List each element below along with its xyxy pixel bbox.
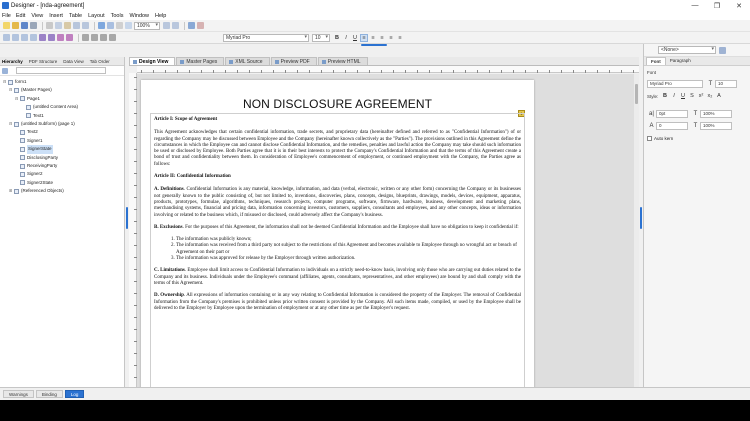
vertical-ruler (129, 73, 137, 387)
tree-toggle-icon[interactable]: ⊟ (9, 87, 13, 93)
redo-icon[interactable] (82, 22, 89, 29)
exclusions-list (154, 237, 521, 262)
tree-node-icon (20, 172, 25, 177)
style-buttons-row (644, 90, 750, 102)
tree-node-icon (20, 96, 25, 101)
send-back-icon[interactable] (66, 34, 73, 41)
group-icon[interactable] (39, 34, 46, 41)
tree-node-icon (20, 180, 25, 185)
scrollbar-thumb[interactable] (635, 84, 638, 104)
bold-button[interactable]: B (335, 34, 339, 41)
document-page[interactable] (141, 80, 534, 387)
tree-node-label: (untitled Content Area) (33, 104, 79, 110)
justify-all-icon[interactable]: ≡ (398, 34, 402, 41)
ruler-tick (609, 70, 610, 73)
tree-node-icon (26, 113, 31, 118)
ruler-tick (345, 70, 346, 73)
close-button[interactable]: ✕ (736, 2, 742, 10)
section-b-label: B. Exclusions (154, 224, 183, 230)
tab-paragraph[interactable]: Paragraph (669, 58, 691, 63)
ruler-tick (573, 70, 574, 73)
section-c-body: . Employee shall limit access to Confidential Information to individuals on a strictly need-to-know basis, involving only those who are carrying out duties related to the Company and its business. Individuals under the Employee's command (affiliates, agents, consultants, representatives, and other employees) are bound by and shall comply with the terms of this Agreement. (154, 268, 521, 286)
tree-node[interactable] (0, 86, 124, 94)
tree-node-icon (20, 155, 25, 160)
ruler-tick (153, 70, 154, 73)
menu-tools[interactable]: Tools (110, 12, 124, 19)
tree-node-icon (20, 147, 25, 152)
list-item: 2. The information was received from a third party not subject to the restrictions of this Agreement and becomes available to Employee through no wrongful act or breach of Agreement on their part or (176, 243, 521, 256)
ruler-tick (297, 70, 298, 73)
search-icon[interactable] (2, 68, 8, 74)
minimize-button[interactable]: — (691, 2, 699, 9)
style-options-icon[interactable] (719, 47, 726, 54)
ruler-tick (201, 70, 202, 73)
tree-node-icon (20, 138, 25, 143)
page-marker-icon[interactable]: 1 (518, 110, 525, 117)
baseline-shift-icon: A (649, 123, 654, 129)
section-a (154, 187, 521, 218)
section-d-label: D. Ownership (154, 293, 184, 299)
scale-field[interactable]: 0pt (656, 110, 688, 118)
ruler-tick (309, 70, 310, 73)
tab-log[interactable]: Log (65, 390, 85, 398)
ruler-tick (249, 70, 250, 73)
guides-icon[interactable] (116, 22, 123, 29)
new-icon[interactable] (3, 22, 10, 29)
toolbar-separator (42, 22, 43, 30)
menu-view[interactable]: View (31, 12, 44, 19)
tree-node[interactable] (0, 145, 124, 153)
paste-icon[interactable] (64, 22, 71, 29)
ruler-tick (537, 70, 538, 73)
toolbar-resize-handle[interactable] (361, 44, 387, 46)
justify-icon[interactable]: ≡ (389, 34, 393, 41)
font-color-icon[interactable]: A (717, 93, 721, 99)
spacing-field[interactable]: 100% (700, 110, 732, 118)
table-icon[interactable] (109, 34, 116, 41)
tree-node-label: DisclosingParty (27, 154, 59, 160)
horizontal-scale-icon: T (693, 111, 698, 117)
ruler-tick (393, 70, 394, 73)
align-right-icon[interactable]: ≡ (380, 34, 384, 41)
tab-hierarchy[interactable]: Hierarchy (2, 58, 23, 64)
list-item: 3. The information was approved for release by the Employer through written authorization. (176, 256, 521, 262)
ruler-tick (189, 70, 190, 73)
ruler-tick (465, 70, 466, 73)
ruler-tick (237, 70, 238, 73)
superscript-icon[interactable]: x² (698, 93, 704, 99)
tree-node[interactable] (0, 128, 124, 136)
ruler-tick (633, 70, 634, 73)
tree-node[interactable] (0, 78, 124, 86)
open-icon[interactable] (12, 22, 19, 29)
ruler-tick (453, 70, 454, 73)
ruler-tick (381, 70, 382, 73)
ruler-tick (141, 70, 142, 73)
horizontal-ruler (137, 66, 639, 73)
tree-node-label: Signer2 (27, 171, 43, 177)
menu-table[interactable]: Table (68, 12, 83, 19)
window-title: Designer - [nda-agreement] (11, 2, 85, 9)
tree-node-icon (14, 88, 19, 93)
letterbox-bar (0, 400, 750, 421)
ruler-tick (417, 70, 418, 73)
font-size-field[interactable]: 10 (715, 80, 737, 88)
hierarchy-search (0, 66, 124, 76)
italic-button[interactable]: I (345, 34, 347, 41)
style-label: Style: (647, 93, 659, 99)
align-left-icon[interactable]: ≡ (360, 34, 368, 42)
ruler-tick (213, 70, 214, 73)
design-canvas[interactable] (137, 74, 634, 387)
tab-preview-html[interactable]: Preview HTML (318, 57, 368, 65)
font-heading-row (644, 66, 750, 78)
toolbar-separator (78, 34, 79, 42)
palette-bold-button[interactable]: B (663, 93, 667, 99)
tree-node-label: (untitled Subform) (page 1) (21, 120, 75, 126)
ruler-tick (489, 70, 490, 73)
tree-node-label: Text2 (27, 129, 38, 135)
tree-node[interactable] (0, 187, 124, 195)
report-tabs (0, 387, 750, 400)
ruler-tick (357, 70, 358, 73)
section-c (154, 268, 521, 287)
menu-layout[interactable]: Layout (88, 12, 105, 19)
menu-help[interactable]: Help (155, 12, 167, 19)
tree-node-label: Signer1 (27, 137, 43, 143)
section-d-body: . All expressions of information containing or in any way relating to Confidential Information is considered the property of the Employer. The removal of Confidential Information from the Company's premises is prohibited unless prior written consent is provided by the Company. All such items made, compiled, or used by the Employee shall be delivered to the Employer by Employee upon the termination of employment or at any other time as per the Employer's request. (154, 293, 521, 311)
tab-tab-order[interactable]: Tab Order (89, 58, 110, 64)
menu-bar (0, 11, 750, 20)
ruler-tick (429, 70, 430, 73)
title-bar (0, 0, 750, 11)
print-icon[interactable] (30, 22, 37, 29)
ruler-tick (621, 70, 622, 73)
tree-node[interactable] (0, 103, 124, 111)
tree-node-label: (Referenced Objects) (21, 188, 64, 194)
toolbar-separator (94, 22, 95, 30)
section-d (154, 293, 521, 312)
baseline-row (644, 120, 750, 132)
scale-row (644, 108, 750, 120)
tree-node-label: Signer2State (27, 179, 54, 185)
ruler-tick (177, 70, 178, 73)
right-splitter-grip[interactable] (640, 207, 642, 229)
font-label: Font (647, 69, 657, 75)
zoom-icon[interactable] (125, 22, 132, 29)
tree-node[interactable] (0, 162, 124, 170)
tree-node[interactable] (0, 112, 124, 120)
style-combo[interactable]: <None> ▾ (658, 46, 716, 54)
menu-edit[interactable]: Edit (15, 12, 26, 19)
hierarchy-tabs (0, 57, 124, 66)
agreement-text-field[interactable] (150, 113, 525, 387)
ruler-icon[interactable] (107, 22, 114, 29)
section-c-label: C. Limitations (154, 268, 185, 274)
align-top-object-icon[interactable] (21, 34, 28, 41)
ruler-tick (321, 70, 322, 73)
menu-window[interactable]: Window (129, 12, 150, 19)
tab-binding[interactable]: Binding (36, 390, 63, 398)
kerning-icon: T (693, 123, 698, 129)
article1-heading: Article I: Scope of Agreement (154, 117, 218, 122)
preview-icon[interactable] (188, 22, 195, 29)
menu-insert[interactable]: Insert (49, 12, 63, 19)
tree-node[interactable] (0, 170, 124, 178)
align-bottom-object-icon[interactable] (30, 34, 37, 41)
cut-icon[interactable] (46, 22, 53, 29)
tab-warnings[interactable]: Warnings (3, 390, 34, 398)
font-paragraph-tabs (644, 57, 750, 66)
distribute-icon[interactable] (82, 34, 89, 41)
strikethrough-icon[interactable]: S (690, 93, 694, 99)
ruler-tick (285, 70, 286, 73)
app-icon (2, 2, 9, 9)
ruler-tick (405, 70, 406, 73)
tree-node-label: SignerState (27, 145, 53, 153)
font-value-field[interactable]: Myriad Pro (647, 80, 703, 88)
tree-toggle-icon[interactable]: ⊟ (15, 95, 19, 101)
align-center-icon[interactable]: ≡ (371, 34, 375, 41)
ruler-tick (501, 70, 502, 73)
tab-xml-source[interactable]: XML Source (225, 57, 269, 65)
kern-field[interactable]: 100% (700, 122, 732, 130)
zoom-combo[interactable]: 100% ▾ (134, 22, 160, 30)
tree-node-label: Page1 (27, 95, 41, 101)
vertical-scale-icon: a| (649, 111, 654, 117)
center-page-icon[interactable] (91, 34, 98, 41)
tab-design-view[interactable]: Design View (129, 57, 175, 65)
baseline-field[interactable]: 0 (656, 122, 688, 130)
tree-node-icon (14, 122, 19, 127)
actual-size-icon[interactable] (172, 22, 179, 29)
grid-icon[interactable] (98, 22, 105, 29)
tree-node[interactable] (0, 179, 124, 187)
tree-node-icon (20, 164, 25, 169)
underline-button[interactable]: U (353, 34, 357, 41)
font-palette (643, 44, 750, 387)
font-size-icon: T (708, 81, 713, 87)
tab-master-pages[interactable]: Master Pages (176, 57, 224, 65)
section-b (154, 225, 521, 231)
menu-file[interactable]: File (2, 12, 11, 19)
ruler-tick (333, 70, 334, 73)
ruler-tick (561, 70, 562, 73)
ungroup-icon[interactable] (48, 34, 55, 41)
tab-data-view[interactable]: Data View (63, 58, 84, 64)
style-row (644, 44, 750, 57)
make-same-size-icon[interactable] (100, 34, 107, 41)
tree-node-icon (8, 80, 13, 85)
ruler-tick (273, 70, 274, 73)
tab-preview-pdf[interactable]: Preview PDF (271, 57, 317, 65)
check-script-icon[interactable] (197, 22, 204, 29)
ruler-tick (225, 70, 226, 73)
bring-front-icon[interactable] (57, 34, 64, 41)
tree-node-label: Text1 (33, 112, 44, 118)
undo-icon[interactable] (73, 22, 80, 29)
ruler-tick (261, 70, 262, 73)
autokern-checkbox[interactable] (647, 136, 652, 141)
section-a-body: . Confidential Information is any material, knowledge, information, and data (verbal, electronic, written or any other form) concerning the Company or its businesses not generally known to the public consisting of, but not limited to, inventions, discoveries, plans, concepts, designs, blueprints, drawings, models, devices, equipment, apparatus, products, prototypes, formulae, algorithms, techniques, research projects, computer programs, software, firmware, hardware, business, development and marketing plans, merchandising systems, financial and pricing data, information concerning investors, customers, suppliers, consultants and employees, and any other concepts, ideas or information involving or related to the business which, if misused or disclosed, could adversely affect the Company's business. (154, 187, 521, 218)
tree-node[interactable] (0, 137, 124, 145)
format-toolbar (0, 32, 750, 44)
section-b-body: . For the purposes of this Agreement, the information shall not be deemed Confidential Information and the Employee shall have no obligation to keep it confidential if: (182, 224, 519, 230)
tree-node[interactable] (0, 154, 124, 162)
align-left-object-icon[interactable] (3, 34, 10, 41)
ruler-tick (441, 70, 442, 73)
maximize-button[interactable]: ❐ (713, 2, 721, 10)
tree-node-icon (14, 189, 19, 194)
tree-node-label: form1 (15, 79, 27, 84)
save-icon[interactable] (21, 22, 28, 29)
tree-toggle-icon[interactable]: ⊟ (9, 120, 13, 126)
tree-node-icon (26, 105, 31, 110)
hierarchy-search-input[interactable] (16, 67, 106, 74)
font-row (644, 78, 750, 90)
ruler-tick (369, 70, 370, 73)
list-item: 1. The information was publicly known; (176, 237, 521, 243)
ruler-tick (165, 70, 166, 73)
font-name-combo[interactable]: Myriad Pro ▾ (223, 34, 309, 42)
tree-node-icon (20, 130, 25, 135)
font-size-combo[interactable]: 10 ▾ (312, 34, 330, 42)
standard-toolbar (0, 20, 750, 32)
palette-underline-button[interactable]: U (681, 93, 685, 99)
tree-node[interactable] (0, 120, 124, 128)
autokern-label: Auto kern (654, 135, 674, 141)
palette-italic-button[interactable]: I (673, 93, 675, 99)
document-tabs (129, 57, 639, 66)
align-right-object-icon[interactable] (12, 34, 19, 41)
tree-toggle-icon[interactable]: ⊟ (3, 79, 7, 84)
tab-pdf-structure[interactable]: PDF Structure (28, 58, 58, 64)
ruler-tick (513, 70, 514, 73)
autokern-row (644, 132, 750, 144)
ruler-tick (477, 70, 478, 73)
article2-heading: Article II: Confidential Information (154, 174, 231, 180)
left-splitter-grip[interactable] (126, 207, 128, 229)
ruler-tick (597, 70, 598, 73)
tree-node-label: ReceivingParty (27, 162, 58, 168)
ruler-tick (525, 70, 526, 73)
tree-toggle-icon[interactable]: ⊞ (9, 188, 13, 194)
toolbar-separator (184, 22, 185, 30)
hierarchy-tree (0, 76, 124, 195)
ruler-tick (549, 70, 550, 73)
ruler-tick (585, 70, 586, 73)
tab-font[interactable]: Font (646, 57, 666, 65)
subscript-icon[interactable]: x₂ (707, 93, 713, 99)
article1-body: This Agreement acknowledges that certain confidential information, trade secrets, and proprietary data (hereinafter defined and referred to as "Confidential Information") of or regarding the Company may be discussed between Employee and the Company (hereinafter known collectively as the "Parties"). The provisions outlined in this Agreement define the circumstances in which the Employee can and cannot disclose Confidential Information, and the remedies, penalties and lawful action the Company may take should such information be used or disclosed by Employee. Both Parties agree that it is in their best interests to protect the Company's Confidential Information and that the terms of this Agreement create a bond of trust and confidentiality between them. In consideration of Employee's commencement of employment, or continued employment with the Company, the Parties agree as follows: (154, 130, 521, 167)
fit-icon[interactable] (163, 22, 170, 29)
tree-node-label: (Master Pages) (21, 87, 52, 93)
hierarchy-panel (0, 57, 125, 387)
document-title: NON DISCLOSURE AGREEMENT (242, 97, 433, 111)
section-a-label: A. Definitions (154, 187, 184, 193)
copy-icon[interactable] (55, 22, 62, 29)
tree-node[interactable] (0, 95, 124, 103)
